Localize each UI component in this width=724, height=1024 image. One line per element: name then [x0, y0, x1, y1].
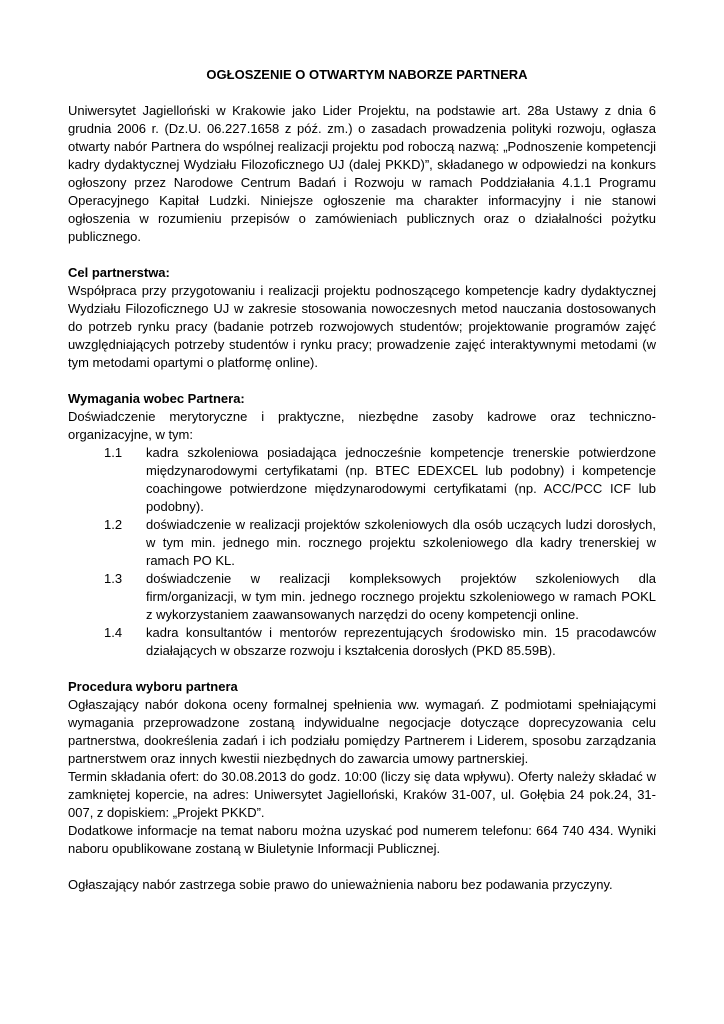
- goal-paragraph: Współpraca przy przygotowaniu i realizacji projektu podnoszącego kompetencje kadry dydaktycznej Wydziału Filozoficznego UJ w zakresie stosowania nowoczesnych metod nauczania dostosowanych do potrzeb rynku pracy (badanie potrzeb rozwojowych studentów; projektowanie programów zajęć uwzględniających potrzeby studentów i rynku pracy; prowadzenie zajęć interaktywnymi metodami (w tym metodami opartymi o platformę online).: [68, 283, 656, 370]
- requirement-item: [104, 570, 656, 624]
- requirements-intro: Doświadczenie merytoryczne i praktyczne, niezbędne zasoby kadrowe oraz techniczno-organizacyjne, w tym:: [68, 409, 656, 442]
- document-title: OGŁOSZENIE O OTWARTYM NABORZE PARTNERA: [206, 67, 528, 82]
- procedure-paragraph-1: Ogłaszający nabór dokona oceny formalnej spełnienia ww. wymagań. Z podmiotami spełniającymi wymagania przeprowadzone zostaną indywidualne negocjacje dotyczące doprecyzowania celu partnerstwa, dookreślenia zadań i ich podziału pomiędzy Partnerem i Liderem, sposobu zarządzania partnerstwem oraz innych kwestii niezbędnych do zawarcia umowy partnerskiej.: [68, 697, 656, 766]
- requirement-text: doświadczenie w realizacji kompleksowych projektów szkoleniowych dla firm/organizacji, w tym min. jednego rocznego projektu szkoleniowego w ramach POKL z wykorzystaniem zaawansowanych narzędzi do oceny kompetencji online.: [146, 571, 656, 622]
- requirements-list: [68, 444, 656, 660]
- requirement-item: [104, 516, 656, 570]
- document-page: [68, 66, 656, 894]
- requirement-item: [104, 624, 656, 660]
- requirement-number: 1.4: [104, 625, 123, 640]
- intro-paragraph: Uniwersytet Jagielloński w Krakowie jako Lider Projektu, na podstawie art. 28a Ustawy z dnia 6 grudnia 2006 r. (Dz.U. 06.227.1658 z póź. zm.) o zasadach prowadzenia polityki rozwoju, ogłasza otwarty nabór Partnera do wspólnej realizacji projektu pod roboczą nazwą: „Podnoszenie kompetencji kadry dydaktycznej Wydziału Filozoficznego UJ (dalej PKKD)”, składanego w odpowiedzi na konkurs ogłoszony przez Narodowe Centrum Badań i Rozwoju w ramach Poddziałania 4.1.1 Programu Operacyjnego Kapitał Ludzki. Niniejsze ogłoszenie ma charakter informacyjny i nie stanowi ogłoszenia w rozumieniu przepisów o zamówieniach publicznych oraz o działalności pożytku publicznego.: [68, 103, 656, 244]
- requirement-item: [104, 444, 656, 516]
- procedure-heading: Procedura wyboru partnera: [68, 679, 238, 694]
- spacer: [68, 372, 656, 390]
- requirement-text: doświadczenie w realizacji projektów szkoleniowych dla osób uczących ludzi dorosłych, w tym min. jednego min. rocznego projektu szkoleniowego dla kadry trenerskiej w ramach PO KL.: [146, 517, 656, 568]
- procedure-paragraph-2: Termin składania ofert: do 30.08.2013 do godz. 10:00 (liczy się data wpływu). Oferty należy składać w zamkniętej kopercie, na adres: Uniwersytet Jagielloński, Kraków 31-007, ul. Gołębia 24 pok.24, 31-007, z dopiskiem: „Projekt PKKD”.: [68, 769, 656, 820]
- procedure-paragraph-3: Dodatkowe informacje na temat naboru można uzyskać pod numerem telefonu: 664 740 434. Wyniki naboru opublikowane zostaną w Biuletynie Informacji Publicznej.: [68, 823, 656, 856]
- requirement-number: 1.1: [104, 445, 123, 460]
- goal-heading: Cel partnerstwa:: [68, 265, 170, 280]
- requirement-text: kadra szkoleniowa posiadająca jednocześnie kompetencje trenerskie potwierdzone międzynarodowymi certyfikatami (np. BTEC EDEXCEL lub podobny) i kompetencje coachingowe potwierdzone międzynarodowymi certyfikatami (np. ACC/PCC ICF lub podobny).: [146, 445, 656, 514]
- requirement-number: 1.2: [104, 517, 123, 532]
- requirements-heading: Wymagania wobec Partnera:: [68, 391, 245, 406]
- closing-paragraph: Ogłaszający nabór zastrzega sobie prawo do unieważnienia naboru bez podawania przyczyny.: [68, 877, 613, 892]
- spacer: [68, 660, 656, 678]
- requirement-number: 1.3: [104, 571, 123, 586]
- requirement-text: kadra konsultantów i mentorów reprezentujących środowisko min. 15 pracodawców działających w obszarze rozwoju i kształcenia dorosłych (PKD 85.59B).: [146, 625, 656, 658]
- spacer: [68, 858, 656, 876]
- spacer: [68, 246, 656, 264]
